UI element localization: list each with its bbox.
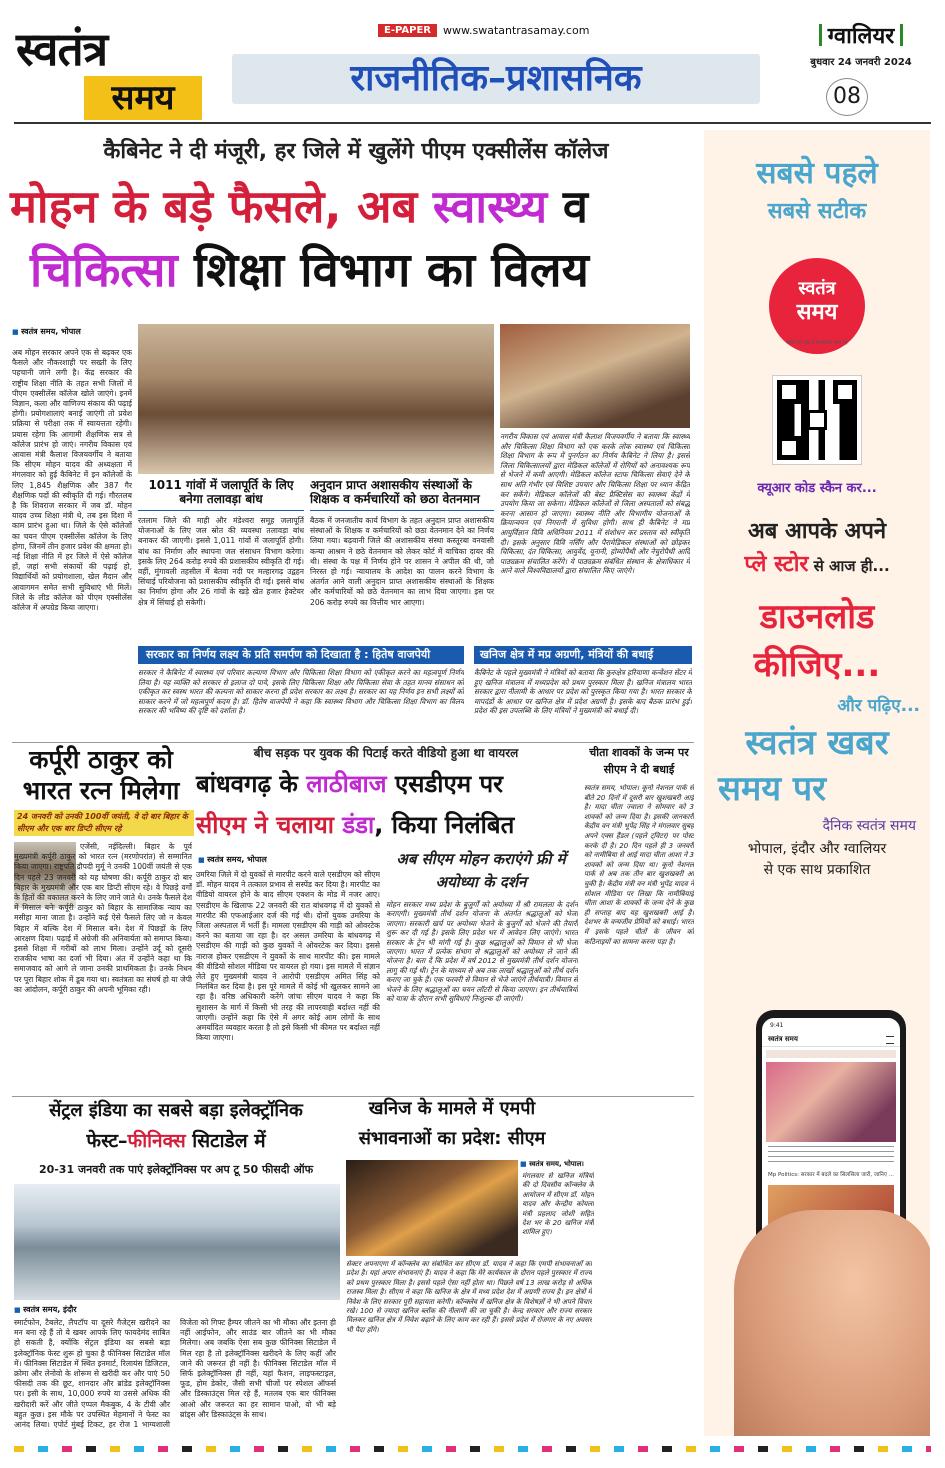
ad-logo-top: स्वतंत्र — [798, 278, 836, 299]
box4-title: खनिज क्षेत्र में मप्र अग्रणी, मंत्रियों की बधाई — [474, 646, 692, 664]
electronics-headline-line1: सेंट्रल इंडिया का सबसे बड़ा इलेक्ट्रॉनिक — [49, 1100, 303, 1121]
mining-headline: खनिज के मामले में एमपी संभावनाओं का प्रदेश: सीएम — [358, 1098, 546, 1149]
electronics-dateline: ■ स्वतंत्र समय, इंदौर — [14, 1304, 164, 1315]
phone-app-name: स्वतंत्र समय — [768, 1035, 798, 1043]
phone-hand — [734, 1210, 930, 1436]
box3 — [138, 646, 464, 740]
phone-tab-strip — [766, 1050, 896, 1058]
ad-cta2-part2: से आज ही... — [808, 557, 890, 575]
box1 — [138, 478, 304, 642]
ayodhya-title: अब सीएम मोहन कराएंगे फ्री में अयोध्या के दर्शन — [396, 850, 566, 891]
masthead-rule — [14, 122, 931, 124]
lead-bottom-rule — [12, 742, 694, 743]
electronics-store-photo — [14, 1184, 340, 1300]
phone-story-lines — [768, 1146, 894, 1166]
ad-cta2-part1: प्ले स्टोर — [744, 552, 809, 577]
lead-headline-part3: व — [547, 180, 588, 233]
section-title: राजनीतिक–प्रशासनिक — [350, 58, 642, 99]
box4-body: कैबिनेट के पहले मुख्यमंत्री ने मंत्रियों को बताया कि कुरुक्षेत्र हरियाणा कन्वेंशन सेंटर में हुए खनिज मंत्रालय में मध्यप्रदेश को प्रथम पुरस्कार मिला है। खनिज मंत्रालय भारत सरकार द्वारा नीलामी के आधार पर प्रदेश को पुरस्कृत किया गया है। भारत सरकार के मापदंडों के आधार पर खनिज क्षेत्र में प्रदेश अग्रणी है। इसके बाद बैठक प्रारंभ हुई। प्रदेश की इस उपलब्धि के लिए मंत्रियों ने मुख्यमंत्री को बधाई दी। — [474, 668, 692, 716]
box2-title: अनुदान प्राप्त अशासकीय संस्थाओं के शिक्षक व कर्मचारियों को छठा वेतनमान — [310, 478, 494, 511]
city-bar-left — [819, 24, 822, 46]
ad-published: से एक साथ प्रकाशित — [763, 862, 871, 878]
cheetah-headline: चीता शावकों के जन्म पर सीएम ने दी बधाई — [589, 746, 689, 776]
lead-photo-caption: नगरीय विकास एवं आवास मंत्री कैलाश विजयवर्गीय ने बताया कि स्वास्थ्य और चिकित्सा शिक्षा विभाग को एक करके लोक स्वास्थ्य एवं चिकित्सा शिक्षा विभाग के रूप में पुनर्गठन का निर्णय कैबिनेट ने लिया है। इससे जिला चिकित्सालयों द्वारा मेडिकल कॉलेजों में रोगियों को अनावश्यक रूप से भेजने में कमी आएगी। मेडिकल कॉलेज स्टाफ चिकित्सा सेवाएं देने के साथ अति गंभीर एवं विशिष्ट उपचार और चिकित्सा शिक्षा पर ध्यान केंद्रित कर सकेंगे। मेडिकल कॉलेजों की बेस्ट प्रैक्टिसेस का स्वास्थ्य केंद्रों में उपयोग किया जा सकेगा। मेडिकल कॉलेजों से जिला अस्पतालों को संबद्ध करना आसान हो जाएगा। स्वास्थ्य नीति और विभागीय योजनाओं के क्रियान्वयन एवं निगरानी में सुविधा होगी। साथ ही कैबिनेट ने मप्र आयुर्विज्ञान विवि अधिनियम 2011 में संशोधन कर प्रस्ताव को स्वीकृति दी। इसके अनुसार विवि नर्सिंग और पैरामेडिकल संस्थाओं को छोड़कर चिकित्सा, दंत चिकित्सा, आयुर्वेद, यूनानी, होम्योपैथी और नेचुरोपैथी आदि पाठ्यक्रम संचालित करेंगे। ये पाठ्यक्रम संबंधित संस्थान के क्षेत्राधिकार में आने वाले विश्वविद्यालयों द्वारा संचालित किए जाएंगे। — [500, 432, 690, 576]
masthead-right — [786, 20, 936, 120]
sdm-headline — [196, 764, 580, 848]
electronics-headline-line2-part2: फीनिक्स — [127, 1130, 186, 1152]
cheetah-body: स्वतंत्र समय, भोपाल। कूनो नेशनल पार्क से बीते 20 दिनों में दूसरी बार खुशखबरी आई है। मादा चीता ज्वाला ने सोमवार को 3 शावकों को जन्म दिया है। इसकी जानकारी केंद्रीय वन मंत्री भूपेंद्र सिंह ने मंगलवार सुबह अपने एक्स हैंडल (पहले ट्विटर) पर पोस्ट करके दी है। 20 दिन पहले ही 3 जनवरी को नामीबिया से आई मादा चीता आशा ने 3 शावकों को जन्म दिया था। कूनो नेशनल पार्क से अब तक तीन बार खुशखबरी आ चुकी है। केंद्रीय मंत्री वन मंत्री भूपेंद्र यादव ने सोशल मीडिया पर लिखा कि नामीबियाई चीता आशा के शावकों के जन्म देने के कुछ ही सप्ताह बाद यह खुशखबरी आई है। देशभर के वन्यजीव प्रेमियों को बधाई। भारत में इसके पहले चीतों के जीवन को कठिनाइयों का सामना करना पड़ा है। — [584, 784, 694, 946]
ad-daily: दैनिक स्वतंत्र समय — [822, 818, 916, 834]
electronics-headline — [12, 1096, 340, 1158]
lead-headline-line2-part1: चिकित्सा — [30, 243, 178, 298]
ad-line1: सबसे पहले — [756, 156, 878, 191]
ad-cta1: अब आपके अपने — [747, 519, 887, 544]
masthead-logo-top: स्वतंत्र — [16, 22, 108, 76]
section-title-bar — [232, 54, 760, 104]
electronics-headline-line2-part3: सिटाडेल में — [185, 1130, 266, 1152]
issue-date: बुधवार 24 जनवरी 2024 — [810, 57, 912, 68]
cabinet-meeting-photo — [138, 324, 494, 474]
mining-dateline: ■ स्वतंत्र समय, भोपाल। — [520, 1160, 600, 1169]
phone-app-bar — [762, 1033, 900, 1047]
minister-photo — [500, 324, 690, 428]
karpoori-headline: कर्पूरी ठाकुर को भारत रत्न मिलेगा — [22, 745, 180, 805]
mining-event-photo — [346, 1160, 518, 1256]
lead-dateline: ■ स्वतंत्र समय, भोपाल — [12, 326, 136, 337]
ad-brand2: समय पर — [718, 769, 827, 809]
website-link[interactable]: www.swatantrasamay.com — [443, 23, 590, 37]
epaper-label: E-PAPER — [378, 24, 437, 37]
lead-headline-line2-part2: शिक्षा विभाग का विलय — [177, 243, 589, 298]
box4 — [474, 646, 692, 740]
qr-code[interactable] — [773, 376, 861, 464]
sdm-headline-line2-part1: सीएम ने चलाया — [196, 811, 343, 839]
box3-title: सरकार का निर्णय लक्ष्य के प्रति समर्पण को दिखाता है : हितेष वाजपेयी — [138, 646, 464, 664]
karpoori-subhead: 24 जनवरी को उनकी 100वीं जयंती, वे दो बार बिहार के सीएम और एक बार डिप्टी सीएम रहे — [14, 810, 194, 836]
ad-download1: डाउनलोड — [759, 597, 875, 637]
box2-body: बैठक में जनजातीय कार्य विभाग के तहत अनुदान प्राप्त अशासकीय संस्थाओं के शिक्षक व कर्मचारियों को छठा वेतनमान देने का निर्णय लिया गया। बढ़वानी जिले की अशासकीय संस्था कस्तूरबा वनवासी कन्या आश्रम ने छठे वेतनमान को लेकर कोर्ट में याचिका दायर की थी। संस्था के पक्ष में निर्णय होने पर शासन ने अपील की थी, जो निरस्त हो गई। न्यायालय के आदेश का पालन करने विभाग के अंतर्गत आने वाली अनुदान प्राप्त अशासकीय संस्थाओं के शिक्षक और कर्मचारियों को छठे वेतनमान का लाभ दिया जाएगा। इस पर 206 करोड़ रुपये का वित्तीय भार आएगा। — [310, 516, 494, 607]
sdm-body: उमरिया जिले में दो युवकों से मारपीट करने वाले एसडीएम को सीएम डॉ. मोहन यादव ने तत्काल प्रभाव से सस्पेंड कर दिया है। मारपीट का वीडियो वायरल होने के बाद सीएम एक्शन के मोड में नजर आए। एसडीएम के खिलाफ 22 जनवरी की रात बांधवगढ़ में दो युवकों से मारपीट की एफआईआर दर्ज की गई थी। दोनों युवक उमरिया के जिला अस्पताल में भर्ती हैं। मामला एसडीएम की गाड़ी को ओवरटेक करने का बताया जा रहा है। दर असल उमरिया के बांधवगढ़ में एसडीएम की गाड़ी को कुछ युवकों ने ओवरटेक कर दिया। इससे नाराज होकर एसडीएम ने युवकों के साथ मारपीट की। इस मामले की वीडियो सोशल मीडिया पर वायरल हो गया। इस मामले में संज्ञान लेते हुए मुख्यमंत्री यादव ने आरोपी एसडीएम अमित सिंह को निलंबित कर दिया है। इस पूरे मामले में कोई भी खुलकर सामने आ रहा है। वरिष्ठ अधिकारी करेंगे जांचः सीएम यादव ने कहा कि सुशासन के मार्ग में किसी भी तरह की लापरवाही बर्दाश्त नहीं की जाएगी। उन्होंने कहा कि ऐसे में अगर कोई आम लोगों के साथ अमर्यादित व्यवहार करता है तो इसे किसी भी कीमत पर बर्दाश्त नहीं किया जाएगा। — [196, 870, 380, 1043]
ad-logo-bottom: समय — [796, 300, 838, 325]
mining-body: सेक्टर अपनाएगा में कॉन्क्लेव का संबोधित कर सीएम डॉ. यादव ने कहा कि एमपी संभावनाओं का प्रदेश है। यहां अपार संभावनाएं हैं। यादव ने कहा कि मेरे कार्यकाल के दौरान पहले पुरस्कार में राज्य को प्रथम पुरस्कार मिला है। इससे पहले ऐसा नहीं होता था। पिछले वर्ष 13 लाख करोड़ से अधिक राजस्व मिला है। सीएम ने कहा कि खनिज के क्षेत्र में मध्य प्रदेश देश में अग्रणी राज्य है। इन क्षेत्रों में निवेश के लिए सरकार पूरी सहायता करेगी। कॉन्क्लेव में खनिज क्षेत्र के विशेषज्ञों ने भी अपने विचार रखे। 100 से ज्यादा खनिज ब्लॉक की नीलामी की जा चुकी है। केन्द्र सरकार और राज्य सरकार मिलकर खनिज क्षेत्र में निवेश बढ़ाने के लिए काम कर रही हैं। इससे प्रदेश में रोजगार के नए अवसर भी पैदा होंगे। — [346, 1260, 592, 1334]
electronics-subhead: 20-31 जनवरी तक पाएं इलेक्ट्रॉनिक्स पर अप टू 50 फीसदी ऑफ — [38, 1163, 314, 1176]
epaper-bar — [378, 22, 710, 38]
karpoori-body: एजेंसी, नईदिल्ली। बिहार के पूर्व मुख्यमंत्री कर्पूरी ठाकुर को भारत रत्न (मरणोपरांत) से सम्मानित किया जाएगा। राष्ट्रपति द्रौपदी मुर्मू ने उनकी 100वीं जयंती से एक दिन पहले 23 जनवरी को यह घोषणा की। कर्पूरी ठाकुर दो बार बिहार के मुख्यमंत्री और एक बार डिप्टी सीएम रहे। वे पिछड़े वर्गों के हितों की वकालत करने के लिए जाने जाते थे। उनके फैसले देश में मिसाल बनेः कर्पूरी ठाकुर को बिहार के सामाजिक न्याय का मसीहा माना जाता है। उन्होंने कई ऐसे फैसले लिए जो न केवल बिहार में बल्कि देश में मिसाल बने। देश में पिछड़ों के लिए आरक्षण दिया। पढ़ाई में अंग्रेजी की अनिवार्यता को समाप्त किया। इससे शिक्षा में गरीबों को लाभ मिला। उन्होंने उर्दू को दूसरी राजकीय भाषा का दर्जा भी दिया। अंत में उन्होंने कहा था कि समाजवाद को आगे ले जाना उनकी प्राथमिकता है। उनके निधन पर पूरा बिहार शोक में डूब गया था। स्वतंत्रता का संघर्ष हो या जेपी का आंदोलन, कर्पूरी ठाकुर की अपनी भूमिका रही। — [14, 842, 192, 994]
sdm-dateline: ■ स्वतंत्र समय, भोपाल — [198, 854, 378, 865]
electronics-body: स्मार्टफोन, टैबलेट, लैपटॉप या दूसरे गैजेट्स खरीदने का मन बना रहे हैं तो ये खबर आपके लिए फायदेमंद साबित हो सकती है, क्योंकि सेंट्रल इंडिया का सबसे बड़ा इलेक्ट्रॉनिक फेस्ट शुरू हो चुका है फीनिक्स सिटाडेल मॉल में। फीनिक्स सिटाडेल में स्थित इनमार्ट, रिलायंस डिजिटल, क्रोमा और लेनोवो के शोरूम से खरीदी कर और पाएं 50 फीसदी तक की छूट, शानदार और ब्रांडेड इलेक्ट्रॉनिक्स पर। इसी के साथ, 10,000 रुपये या उससे अधिक की खरीदारी करें और जीते एप्पल मैकबुक, 4 के टीवी और बहुत कुछ। इस मौके पर उपस्थित मेहमानों ने फेस्ट का आनंद लिया। एपोर्ट मुंबई टिकट, हर रोज 1 भाग्यशाली विजेता को गिफ्ट हैम्पर जीतने का भी मौका और इतना ही नहीं आईफोन, और साउंड बार जीतने का भी मौका मिलेगा। अब जबकि ऐसा सब कुछ फीनिक्स सिटाडेल में मिल रहा है तो इलेक्ट्रॉनिक्स खरीदने के लिए कहीं और जाने की जरूरत ही नहीं है। फीनिक्स सिटाडेल मॉल में सिर्फ इलेक्ट्रॉनिक्स ही नहीं, यहां फैशन, लाइफस्टाइल, फूड, होम डेकोर, जैसी सभी चीजों पर स्पेशल ऑफर्स और डिस्काउंट्स मिल रहे हैं, मतलब एक बार फीनिक्स आओ और जरूरत का हर सामान पाओ, वो भी बड़े ब्रांड्स और डिस्काउंट्स के साथ। — [14, 1318, 336, 1430]
sdm-kicker: बीच सड़क पर युवक की पिटाई करते वीडियो हुआ था वायरल — [253, 746, 519, 760]
city-label: ग्वालियर — [827, 24, 895, 49]
ad-cities: भोपाल, इंदौर और ग्वालियर — [747, 841, 887, 857]
ad-read: और पढ़िए... — [837, 696, 920, 716]
page-number: 08 — [826, 78, 868, 116]
ad-brand1: स्वतंत्र खबर — [745, 723, 889, 763]
masthead-logo — [16, 24, 198, 124]
lead-headline-part1: मोहन के बड़े फैसले, अब — [10, 180, 433, 233]
box1-title: 1011 गांवों में जलापूर्ति के लिए बनेगा तलावड़ा बांध — [138, 478, 304, 511]
qr-caption: क्यूआर कोड स्कैन कर... — [757, 481, 877, 496]
sdm-headline-part1: बांधवगढ़ के — [196, 770, 307, 798]
ad-logo-tagline: खबरें जो रख दें सवालिया सत्य रहे — [786, 340, 848, 346]
phone-headline: Mp Politics: सरकार में बदले का सिलसिला जारी, जानिए ... — [768, 1172, 894, 1178]
electronics-headline-line2-part1: फेस्ट– — [86, 1130, 128, 1152]
app-ad — [704, 130, 930, 1436]
ayodhya-body: मोहन सरकार मध्य प्रदेश के बुजुर्गों को अयोध्या में श्री रामलला के दर्शन कराएगी। मुख्यमंत्री तीर्थ दर्शन योजना के अंतर्गत श्रद्धालुओं को भेजा जाएगा। सरकारी खर्च पर अयोध्या भेजने के बुजुर्गों को भेजने की तैयारी शुरू कर दी गई है। इसके लिए प्रदेश भर में आवेदन लिए जाएंगे। भारत सरकार के ट्रेन भी मांगी गई है। कुछ श्रद्धालुओं को विमान से भी भेजा जाएगा। भारत में प्रत्येक संभाग से श्रद्धालुओं को अयोध्या ले जाने की योजना है। बता दें कि प्रदेश में वर्ष 2012 से मुख्यमंत्री तीर्थ दर्शन योजना लागू की गई थी। ट्रेन के माध्यम से अब तक लाखों श्रद्धालुओं को तीर्थ दर्शन कराए जा चुके हैं। एक फरवरी से विमान से भेजे जाएंगे तीर्थयात्री। विमान से भेजने के लिए श्रद्धालुओं का चयन लॉटरी से किया जाएगा। इन तीर्थयात्रियों को यात्रा के दौरान सभी सुविधाएं निःशुल्क दी जाएंगी। — [386, 900, 578, 1004]
box1-body: रतलाम जिले की माही और मंडेश्वरा समूह जलापूर्ति योजनाओं के लिए जल स्रोत की व्यवस्था तलावड़ा बांध बनाकर की जाएगी। इससे 1,011 गांवों में जलापूर्ति होगी। बांध का निर्माण और स्थापना जल संसाधन विभाग करेगा। इसके लिए 264 करोड़ रुपये की प्रशासकीय स्वीकृति दी गई। वहीं, मुंगावली तहसील में बेतवा नदी पर मल्हारगढ़ उद्वहन सिंचाई परियोजना को प्रशासकीय स्वीकृति दी गई। इससे बांध का निर्माण होगा और 26 गांवों के खड़े खेत हजार हेक्टेयर क्षेत्र में सिंचाई हो सकेगी। — [138, 516, 304, 607]
phone-hero-image — [766, 1062, 896, 1142]
mining-side-body: मंगलवार से खनिज मंत्रियों की दो दिवसीय कॉन्क्लेव के आयोजन में सीएम डॉ. मोहन यादव और केन्द्रीय कोयला मंत्री प्रहलाद जोशी सहित देश भर के 20 खनिज मंत्री शामिल हुए। — [522, 1172, 594, 1237]
sdm-headline-part3: एसडीएम पर — [386, 770, 503, 798]
sdm-headline-line2-part3: , किया निलंबित — [374, 811, 515, 839]
lead-headline — [10, 176, 694, 316]
lead-body: अब मोहन सरकार अपने एक से बढ़कर एक फैसले और नौकरशाही पर सख्ती के लिए पहचानी जाने लगी है। केंद्र सरकार की राष्ट्रीय शिक्षा नीति के तहत सभी जिलों में पीएम एक्सीलेंस कॉलेज खोले जाएंगे। इनमें विज्ञान, कला और वाणिज्य संकाय की पढ़ाई होगी। प्रयोगशालाएं बनाई जाएंगी तो प्रवेश प्रक्रिया से परीक्षा तक में स्वायत्तता रहेगी। प्रयास रहेगा कि आगामी शैक्षणिक सत्र से कॉलेज प्रारंभ हो जाएं। नगरीय विकास एवं आवास मंत्री कैलाश विजयवर्गीय ने बताया कि सीएम मोहन यादव की अध्यक्षता में मंगलवार को हुई कैबिनेट में इन कॉलेजों के लिए 1,845 शैक्षणिक और 387 गैर शैक्षणिक पदों की स्वीकृति दी गई। गौरतलब है कि शिवराज सरकार में जब डॉ. मोहन यादव उच्च शिक्षा मंत्री थे, तब इस दिशा में काम प्रारंभ हुआ था। जिले के ऐसे कॉलेजों का चयन पीएम एक्सीलेंस कॉलेज के लिए होगा, जिनमें तीन हजार प्रवेश की क्षमता हो। नई शिक्षा नीति में हर जिले में ऐसे कॉलेज हों, जहां सभी संकायों की पढ़ाई हो, विद्यार्थियों को प्रयोगशाला, खेल मैदान और आवागमन समेत सभी सुविधाएं भी मिलें। जिले के लीड कॉलेज को पीएम एक्सीलेंस कॉलेज में अपग्रेड किया जाएगा। — [12, 348, 132, 613]
sdm-headline-part2: लाठीबाज — [306, 770, 387, 798]
box3-body: सरकार ने कैबिनेट में स्वास्थ्य एवं परिवार कल्याण विभाग और चिकित्सा शिक्षा विभाग को एकीकृत करने का महत्वपूर्ण निर्णय लिया है। यह व्यक्ति को सरकार से इलाज दो पाये, इसके लिए चिकित्सा शिक्षा और चिकित्सा सेवा के तहत मानव संसाधन को एकीकृत कर स्वस्थ भारत की कल्पना को साकार करना ही प्रदेश सरकार का लक्ष्य है। सरकार का यह निर्णय इन सभी लक्ष्यों को साकार करने में जो महत्वपूर्ण कदम है। डॉ. हितेष वाजपेयी ने कहा कि स्वास्थ्य विभाग और चिकित्सा शिक्षा विभाग का विलय सरकार की भविष्य की दृष्टि को दर्शाता है। — [138, 668, 464, 716]
phone-time: 9:41 — [770, 1022, 784, 1029]
ad-download2: कीजिए... — [753, 645, 881, 685]
registration-strip — [14, 1446, 931, 1452]
lead-kicker: कैबिनेट ने दी मंजूरी, हर जिले में खुलेंगे पीएम एक्सीलेंस कॉलेज — [103, 139, 609, 164]
lead-headline-part2: स्वास्थ्य — [432, 180, 548, 233]
city-bar-right — [900, 24, 903, 46]
masthead-logo-bottom: समय — [84, 76, 202, 120]
phone-menu-icon[interactable] — [886, 1036, 894, 1044]
ad-line2: सबसे सटीक — [767, 199, 867, 224]
box2 — [310, 478, 494, 642]
sdm-headline-line2-part2: डंडा — [342, 811, 375, 839]
